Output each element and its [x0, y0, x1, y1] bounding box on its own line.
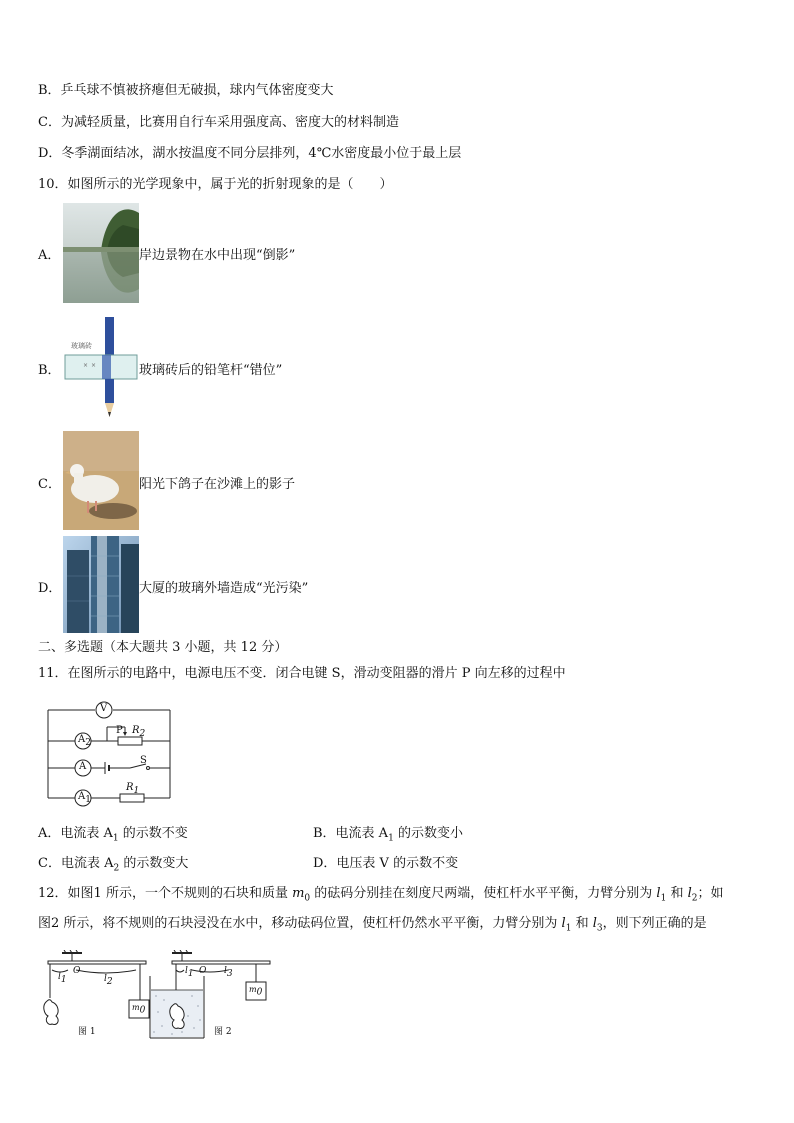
- resistor-r2-label: $R_2$: [132, 725, 146, 739]
- pigeon-shadow-image: [63, 431, 139, 530]
- ammeter-a2-symbol: $A_2$: [78, 734, 91, 748]
- q10-stem: 10．如图所示的光学现象中，属于光的折射现象的是（ ）: [38, 177, 393, 192]
- fig2-pivot-o-label: O: [199, 966, 207, 976]
- q11-choice-c: C．电流表 $A_2$ 的示数变大: [38, 856, 189, 874]
- q11-choice-a: A．电流表 $A_1$ 的示数不变: [38, 826, 188, 844]
- section-heading-multiple-choice: 二、多选题（本大题共 3 小题，共 12 分）: [38, 640, 288, 655]
- q10-option-a-text: 岸边景物在水中出现“倒影”: [139, 248, 296, 263]
- q12-figure-2: [148, 950, 273, 1040]
- fig1-mass-label: $m_0$: [132, 1003, 146, 1016]
- fig2-l1-label: $l_1$: [185, 966, 194, 979]
- q11-choice-d: D．电压表 V 的示数不变: [313, 856, 459, 871]
- glass-building-image: [63, 536, 139, 633]
- q10-option-c-label: C．: [38, 477, 61, 492]
- q10-option-a-label: A．: [38, 248, 61, 263]
- q10-option-d-label: D．: [38, 581, 62, 596]
- fig1-l1-label: $l_1$: [58, 972, 67, 985]
- voltmeter-symbol: V: [100, 703, 108, 714]
- fig1-pivot-o-label: O: [73, 966, 81, 976]
- q11-choice-b: B．电流表 $A_1$ 的示数变小: [313, 826, 463, 844]
- q10-option-b-label: B．: [38, 363, 61, 378]
- lake-reflection-image: [63, 203, 139, 303]
- switch-s-label: S: [140, 755, 147, 766]
- fig1-l2-label: $l_2$: [104, 974, 113, 987]
- glass-brick-pencil-image: [63, 317, 139, 421]
- fig2-caption: 图 2: [214, 1027, 232, 1037]
- fig2-mass-label: $m_0$: [249, 985, 263, 998]
- slider-p-label: P: [116, 725, 123, 736]
- q10-option-c-text: 阳光下鸽子在沙滩上的影子: [139, 477, 296, 492]
- svg-text:×: ×: [83, 362, 89, 369]
- fig2-l3-label: $l_3$: [224, 966, 233, 979]
- svg-text:×: ×: [91, 362, 97, 369]
- q9-option-b: B．乒乓球不慎被挤瘪但无破损，球内气体密度变大: [38, 83, 334, 98]
- glass-brick-label: 玻璃砖: [71, 342, 92, 350]
- fig1-caption: 图 1: [78, 1027, 96, 1037]
- q12-stem-line-2: 图2 所示，将不规则的石块浸没在水中，移动砝码位置，使杠杆仍然水平平衡，力臂分别为 $l_1$ 和 $l_3$，则下列正确的是: [38, 916, 707, 934]
- resistor-r1-label: $R_1$: [126, 782, 140, 796]
- q9-option-c: C．为减轻质量，比赛用自行车采用强度高、密度大的材料制造: [38, 115, 399, 130]
- q11-stem: 11．在图所示的电路中，电源电压不变．闭合电键 S，滑动变阻器的滑片 P 向左移的过程中: [38, 666, 566, 681]
- q12-stem-line-1: 12．如图1 所示，一个不规则的石块和质量 $m_0$ 的砝码分别挂在刻度尺两端，使杠杆水平平衡，力臂分别为 $l_1$ 和 $l_2$；如: [38, 886, 724, 904]
- ammeter-a1-symbol: $A_1$: [78, 791, 91, 805]
- ammeter-a-symbol: A: [79, 761, 87, 772]
- q12-figure-1: [40, 950, 150, 1040]
- q10-option-b-text: 玻璃砖后的铅笔杆“错位”: [139, 363, 283, 378]
- q9-option-d: D．冬季湖面结冰，湖水按温度不同分层排列，4℃水密度最小位于最上层: [38, 146, 462, 161]
- q10-option-d-text: 大厦的玻璃外墙造成“光污染”: [139, 581, 309, 596]
- q11-circuit-diagram: [44, 698, 180, 808]
